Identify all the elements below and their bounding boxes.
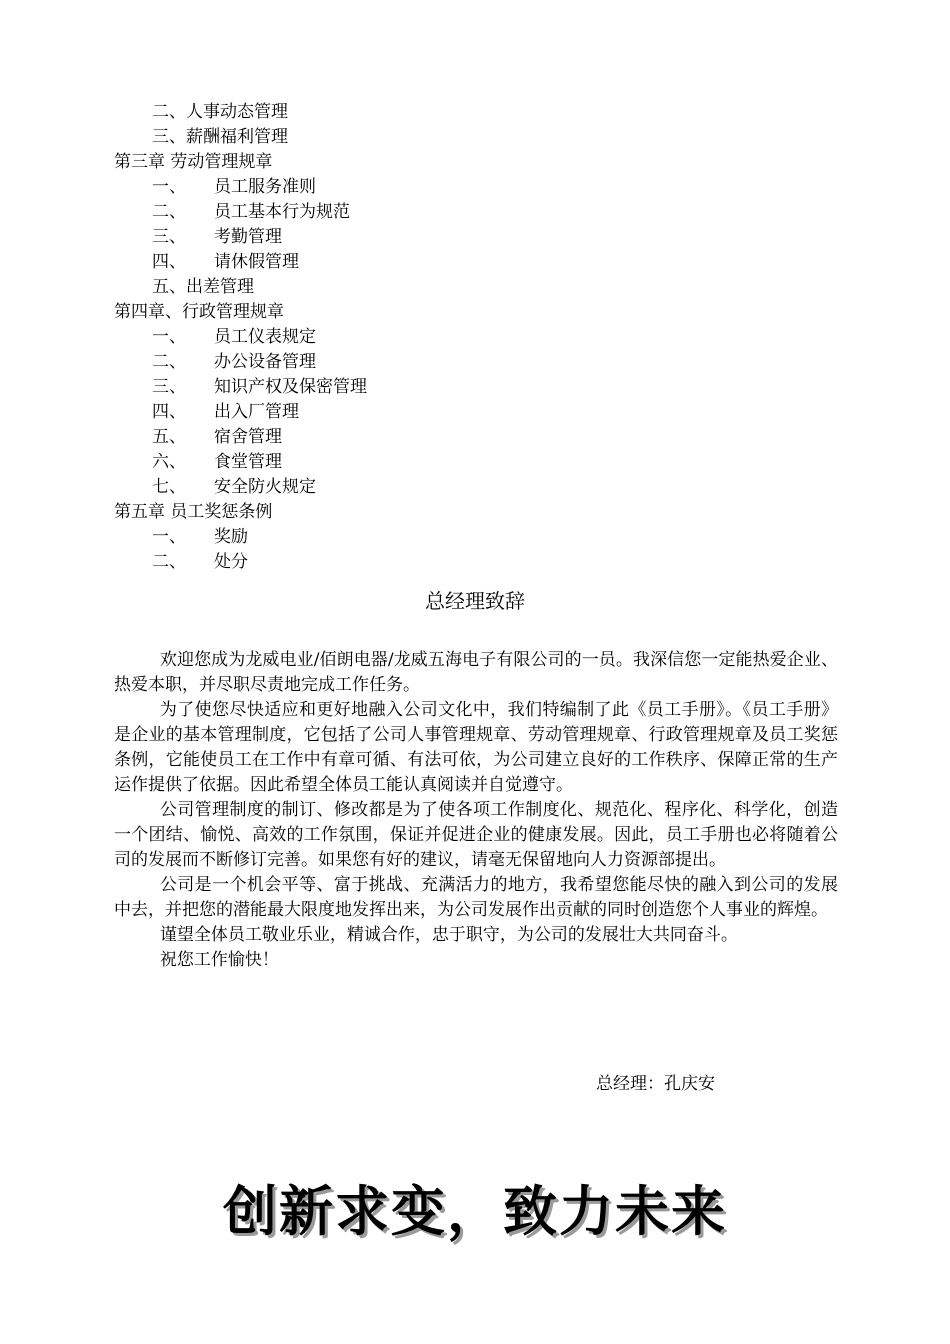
letter-body: [114, 648, 838, 973]
letter-paragraph: 祝您工作愉快！: [159, 950, 279, 970]
letter-paragraph: 为了使您尽快适应和更好地融入公司文化中，我们特编制了此《员工手册》。《员工手册》是企业的基本管理制度，它包括了公司人事管理规章、劳动管理规章、行政管理规章及员工奖惩条例，它能使员工在工作中有章可循、有法可依，为公司建立良好的工作秩序、保障正常的生产运作提供了依据。因此希望全体员工能认真阅读并自觉遵守。: [114, 700, 838, 795]
letter-paragraph: 公司管理制度的制订、修改都是为了使各项工作制度化、规范化、程序化、科学化，创造一个团结、愉悦、高效的工作氛围，保证并促进企业的健康发展。因此，员工手册也必将随着公司的发展而不断修订完善。如果您有好的建议，请毫无保留地向人力资源部提出。: [114, 800, 838, 870]
toc-item: 四、 出入厂管理: [152, 402, 299, 422]
letter-signature: 总经理：孔庆安: [596, 1074, 715, 1094]
letter-title: 总经理致辞: [425, 589, 525, 613]
toc-item: 一、 员工仪表规定: [152, 327, 316, 347]
toc-item: 四、 请休假管理: [152, 252, 299, 272]
toc-item: 七、 安全防火规定: [152, 477, 316, 497]
toc-item: 一、 奖励: [152, 527, 248, 547]
toc-item: 二、 处分: [152, 552, 248, 572]
toc-item: 五、出差管理: [152, 277, 254, 297]
toc-item: 三、 知识产权及保密管理: [152, 377, 367, 397]
toc-item: 二、人事动态管理: [152, 102, 288, 122]
toc-chapter-heading: 第五章 员工奖惩条例: [114, 502, 273, 522]
letter-paragraph: 公司是一个机会平等、富于挑战、充满活力的地方，我希望您能尽快的融入到公司的发展中去，并把您的潜能最大限度地发挥出来，为公司发展作出贡献的同时创造您个人事业的辉煌。: [114, 875, 838, 920]
letter-paragraph: 谨望全体员工敬业乐业，精诚合作，忠于职守，为公司的发展壮大共同奋斗。: [159, 925, 738, 945]
toc-item: 二、 员工基本行为规范: [152, 202, 350, 222]
toc-item: 三、 考勤管理: [152, 227, 282, 247]
toc-item: 六、 食堂管理: [152, 452, 282, 472]
letter-paragraph: 欢迎您成为龙威电业/佰朗电器/龙威五海电子有限公司的一员。我深信您一定能热爱企业、热爱本职，并尽职尽责地完成工作任务。: [114, 650, 838, 695]
toc-item: 二、 办公设备管理: [152, 352, 316, 372]
toc-chapter-heading: 第三章 劳动管理规章: [114, 152, 273, 172]
slogan: 创新求变，致力未来: [223, 1180, 727, 1243]
toc-chapter-heading: 第四章、行政管理规章: [114, 302, 284, 322]
toc-item: 一、 员工服务准则: [152, 177, 316, 197]
toc-item: 三、薪酬福利管理: [152, 127, 288, 147]
toc-item: 五、 宿舍管理: [152, 427, 282, 447]
